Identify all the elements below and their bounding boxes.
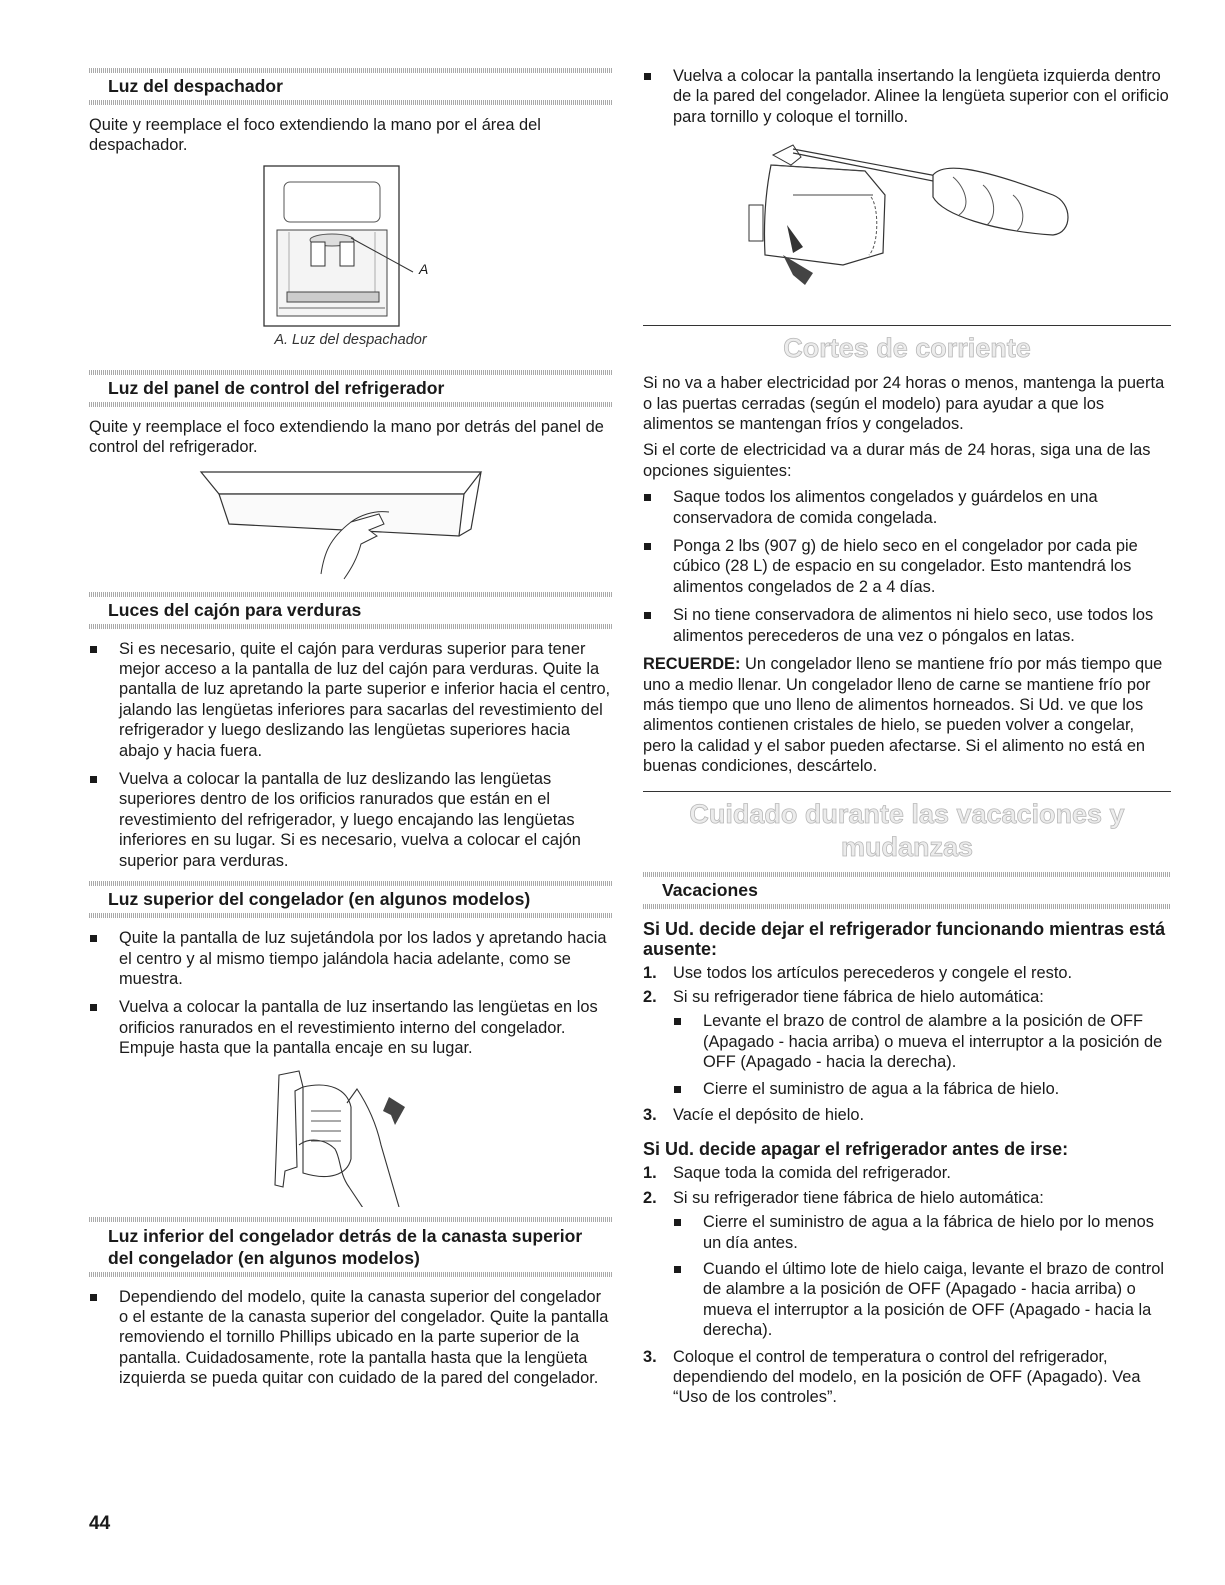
section-lower-freezer-light [89, 1217, 612, 1277]
list-item: Cuando el último lote de hielo caiga, levante el brazo de control de alambre a la posición de OFF (Apagado - hacia arriba) o mueva el interruptor a la posición de OFF (Apagado - hacia la derecha). [673, 1259, 1171, 1341]
list-item: Cierre el suministro de agua a la fábrica de hielo por lo menos un día antes. [673, 1212, 1171, 1253]
list-item: Saque todos los alimentos congelados y guárdelos en una conservadora de comida congelada. [643, 487, 1171, 528]
section-crisper-lights [89, 592, 612, 629]
dotted-rule [89, 1217, 612, 1222]
section-dispenser-light [89, 68, 612, 105]
dotted-rule [89, 881, 612, 886]
list-item [643, 1188, 1171, 1341]
section-title: Luz inferior del congelador detrás de la canasta superior del congelador (en algunos modelos) [108, 1225, 583, 1268]
dotted-rule [89, 68, 612, 73]
control-panel-figure [89, 464, 612, 582]
freezer-light-illustration [89, 1067, 612, 1207]
item-number: 2. [643, 987, 657, 1006]
item-number: 2. [643, 1188, 657, 1207]
section-upper-freezer-light [89, 881, 612, 918]
bullet-list [643, 66, 1171, 127]
list-item [643, 963, 1171, 983]
item-text: Vacíe el depósito de hielo. [673, 1105, 865, 1124]
list-item: Dependiendo del modelo, quite la canasta superior del congelador o el estante de la canasta superior del congelador. Quite la pantalla removiendo el tornillo Phillips ubicado en la parte superior de la pantalla. Cuidadosamente, rote la pantalla hasta que la lengüeta izquierda se pueda quitar con cuidado de la pared del congelador. [89, 1287, 612, 1389]
item-number: 1. [643, 963, 657, 982]
list-item: Cierre el suministro de agua a la fábrica de hielo. [673, 1079, 1171, 1099]
section-divider [643, 791, 1171, 792]
list-item [643, 1163, 1171, 1183]
list-item: Si es necesario, quite el cajón para verduras superior para tener mejor acceso a la pantalla de luz del cajón para verduras. Quite la pantalla de luz apretando la parte superior e inferior hacia el centro, jalando las lengüetas inferiores para sacarlas del revestimiento del refrigerador y luego deslizando las lengüetas superiores hacia abajo y hacia fuera. [89, 639, 612, 761]
freezer-light-figure [89, 1067, 612, 1207]
item-number: 3. [643, 1347, 657, 1366]
heading-vacation-moving: Cuidado durante las vacaciones y mudanzas [689, 798, 1125, 862]
item-text: Si su refrigerador tiene fábrica de hielo automática: [673, 1188, 1044, 1207]
remember-label: RECUERDE: [643, 655, 741, 674]
dotted-rule [89, 1272, 612, 1277]
bullet-list [89, 639, 612, 871]
dotted-rule [89, 624, 612, 629]
dispenser-figure [89, 162, 612, 332]
sub-bullet-list [673, 1011, 1171, 1099]
heading-power-outages: Cortes de corriente [783, 333, 1031, 364]
sub-bullet-list [673, 1212, 1171, 1340]
screw-illustration [643, 135, 1171, 315]
paragraph: Si el corte de electricidad va a durar más de 24 horas, siga una de las opciones siguientes: [643, 441, 1151, 480]
figure-caption: A. Luz del despachador [274, 331, 427, 348]
remember-text: Un congelador lleno se mantiene frío por más tiempo que uno a medio llenar. Un congelador lleno de carne se mantiene frío por más tiempo que uno lleno de alimentos horneados. Si Ud. ve que los alimentos contienen cristales de hielo, se pueden volver a congelar, pero la calidad y el sabor pueden afectarse. Si el alimento no está en buenas condiciones, descártelo. [643, 655, 1163, 776]
bullet-list [89, 1287, 612, 1389]
callout-label: A [419, 260, 429, 277]
dotted-rule [89, 592, 612, 597]
paragraph: Si no va a haber electricidad por 24 horas o menos, mantenga la puerta o las puertas cerradas (según el modelo) para ayudar a que los alimentos se mantengan fríos y congelados. [643, 374, 1165, 434]
dotted-rule [89, 100, 612, 105]
item-number: 3. [643, 1105, 657, 1124]
dotted-rule [643, 872, 1171, 877]
paragraph-remember [643, 654, 1171, 776]
item-text: Coloque el control de temperatura o control del refrigerador, dependiendo del modelo, en la posición de OFF (Apagado). Vea “Uso de los controles”. [673, 1347, 1141, 1407]
section-title: Vacaciones [662, 879, 758, 900]
list-item [643, 1347, 1171, 1408]
dotted-rule [89, 402, 612, 407]
right-column [643, 66, 1171, 1414]
section-title: Luz del panel de control del refrigerador [108, 377, 445, 398]
control-panel-illustration [89, 464, 612, 582]
list-item [643, 987, 1171, 1099]
left-column [89, 68, 612, 1397]
section-title: Luz del despachador [108, 76, 283, 96]
item-text: Use todos los artículos perecederos y congele el resto. [673, 963, 1073, 982]
section-title: Luces del cajón para verduras [108, 599, 362, 620]
subheading: Si Ud. decide dejar el refrigerador funcionando mientras está ausente: [643, 918, 1166, 959]
section-vacations [643, 872, 1171, 909]
page-number: 44 [89, 1513, 111, 1534]
dotted-rule [643, 904, 1171, 909]
list-item: Quite la pantalla de luz sujetándola por los lados y apretando hacia el centro y al mismo tiempo jalándola hacia adelante, como se muestra. [89, 928, 612, 989]
item-number: 1. [643, 1164, 657, 1183]
paragraph: Quite y reemplace el foco extendiendo la mano por detrás del panel de control del refrigerador. [89, 417, 604, 457]
subheading: Si Ud. decide apagar el refrigerador antes de irse: [643, 1139, 1069, 1160]
numbered-list [643, 963, 1171, 1126]
paragraph: Quite y reemplace el foco extendiendo la mano por el área del despachador. [89, 116, 541, 155]
section-divider [643, 325, 1171, 326]
dotted-rule [89, 370, 612, 375]
dispenser-illustration [89, 162, 612, 332]
section-title: Luz superior del congelador (en algunos modelos) [108, 889, 531, 910]
list-item: Vuelva a colocar la pantalla de luz deslizando las lengüetas superiores dentro de los orificios ranurados que están en el revestimiento del refrigerador, y luego encajando las lengüetas inferiores en su lugar. Si es necesario, vuelva a colocar el cajón superior para verduras. [89, 769, 612, 871]
section-control-panel-light [89, 370, 612, 407]
item-text: Si su refrigerador tiene fábrica de hielo automática: [673, 987, 1044, 1006]
dotted-rule [89, 913, 612, 918]
list-item: Vuelva a colocar la pantalla de luz insertando las lengüetas en los orificios ranurados en el revestimiento interno del congelador. Empuje hasta que la pantalla encaje en su lugar. [89, 997, 612, 1058]
list-item: Si no tiene conservadora de alimentos ni hielo seco, use todos los alimentos perecederos de una vez o póngalos en latas. [643, 605, 1171, 646]
screw-figure [643, 135, 1171, 315]
item-text: Saque toda la comida del refrigerador. [673, 1164, 951, 1183]
numbered-list [643, 1163, 1171, 1407]
bullet-list [643, 487, 1171, 646]
list-item: Ponga 2 lbs (907 g) de hielo seco en el congelador por cada pie cúbico (28 L) de espacio en su congelador. Esto mantendrá los alimentos congelados de 2 a 4 días. [643, 536, 1171, 597]
bullet-list [89, 928, 612, 1058]
list-item [643, 1105, 1171, 1125]
list-item: Vuelva a colocar la pantalla insertando la lengüeta izquierda dentro de la pared del congelador. Alinee la lengüeta superior con el orificio para tornillo y coloque el tornillo. [643, 66, 1171, 127]
list-item: Levante el brazo de control de alambre a la posición de OFF (Apagado - hacia arriba) o mueva el interruptor a la posición de OFF (Apagado - hacia la derecha). [673, 1011, 1171, 1072]
